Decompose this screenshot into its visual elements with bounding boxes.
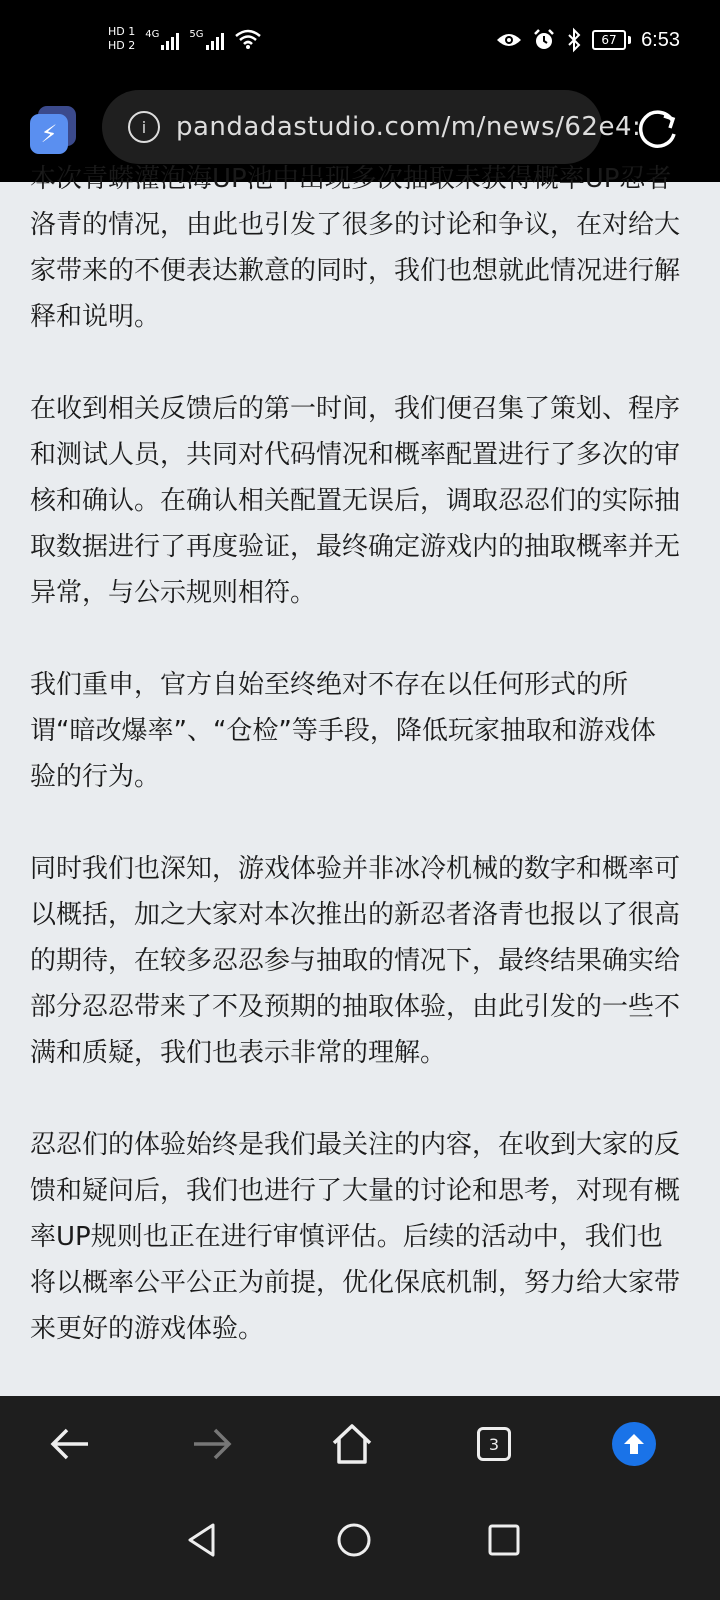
home-icon: [330, 1423, 374, 1465]
circle-home-icon: [336, 1522, 372, 1558]
article-paragraph: 同时我们也深知，游戏体验并非冰冷机械的数字和概率可以概括，加之大家对本次推出的新忍者洛青也报以了很高的期待，在较多忍忍参与抽取的情况下，最终结果确实给部分忍忍带来了不及预期的抽取体验，由此引发的一些不满和质疑，我们也表示非常的理解。: [30, 854, 681, 1068]
browser-toolbar-bottom: [0, 1396, 720, 1490]
status-bar: [0, 0, 720, 86]
battery-icon: [592, 30, 631, 50]
triangle-back-icon: [185, 1522, 219, 1558]
wifi-icon: [234, 28, 262, 50]
tab-count: 3: [477, 1427, 511, 1461]
back-button[interactable]: [42, 1416, 98, 1472]
status-left: [108, 26, 262, 52]
home-button[interactable]: [324, 1416, 380, 1472]
info-icon[interactable]: i: [128, 111, 160, 143]
clock: 6:53: [641, 28, 680, 51]
signal-5g-icon: [189, 29, 223, 50]
browser-logo-button[interactable]: [30, 108, 76, 154]
hd-indicator: [108, 26, 135, 52]
article-paragraph: 我们重申，官方自始至终绝对不存在以任何形式的所谓“暗改爆率”、“仓检”等手段，降低玩家抽取和游戏体验的行为。: [30, 670, 656, 792]
square-recents-icon: [487, 1523, 521, 1557]
url-text[interactable]: pandadastudio.com/m/news/62e4:: [176, 112, 642, 142]
nav-home-button[interactable]: [332, 1518, 376, 1562]
up-arrow-icon: [612, 1422, 656, 1466]
tabs-button[interactable]: [466, 1416, 522, 1472]
signal-4g-icon: [145, 29, 179, 50]
alarm-icon: [532, 28, 556, 52]
bluetooth-icon: [566, 28, 582, 52]
article-paragraph: 本次青蟒灌泡海UP池中出现多次抽取未获得概率UP忍者洛青的情况，由此也引发了很多的讨论和争议，在对给大家带来的不便表达歉意的同时，我们也想就此情况进行解释和说明。: [30, 164, 681, 332]
status-right: [496, 28, 680, 52]
lightning-icon: ⚡: [30, 114, 68, 154]
article-body: [30, 156, 680, 1352]
hd2-label: HD 2: [108, 39, 136, 52]
battery-level: 67: [592, 30, 626, 50]
net1-label: 4G: [145, 28, 160, 40]
hd1-label: HD 1: [108, 25, 136, 38]
arrow-left-icon: [48, 1426, 92, 1462]
arrow-right-icon: [190, 1426, 234, 1462]
nav-back-button[interactable]: [180, 1518, 224, 1562]
article-paragraph: 忍忍们的体验始终是我们最关注的内容，在收到大家的反馈和疑问后，我们也进行了大量的讨论和思考，对现有概率UP规则也正在进行审慎评估。后续的活动中，我们也将以概率公平公正为前提，优化保底机制，努力给大家带来更好的游戏体验。: [30, 1130, 681, 1344]
article-paragraph: 在收到相关反馈后的第一时间，我们便召集了策划、程序和测试人员，共同对代码情况和概率配置进行了多次的审核和确认。在确认相关配置无误后，调取忍忍们的实际抽取数据进行了再度验证，最终确定游戏内的抽取概率并无异常，与公示规则相符。: [30, 394, 681, 608]
refresh-icon[interactable]: [634, 106, 682, 154]
eye-icon: [496, 31, 522, 49]
system-nav-bar: [0, 1490, 720, 1600]
scroll-top-button[interactable]: [606, 1416, 662, 1472]
forward-button[interactable]: [184, 1416, 240, 1472]
address-bar[interactable]: [102, 90, 642, 164]
nav-recents-button[interactable]: [482, 1518, 526, 1562]
article-content: [30, 164, 681, 1396]
net2-label: 5G: [189, 28, 204, 40]
